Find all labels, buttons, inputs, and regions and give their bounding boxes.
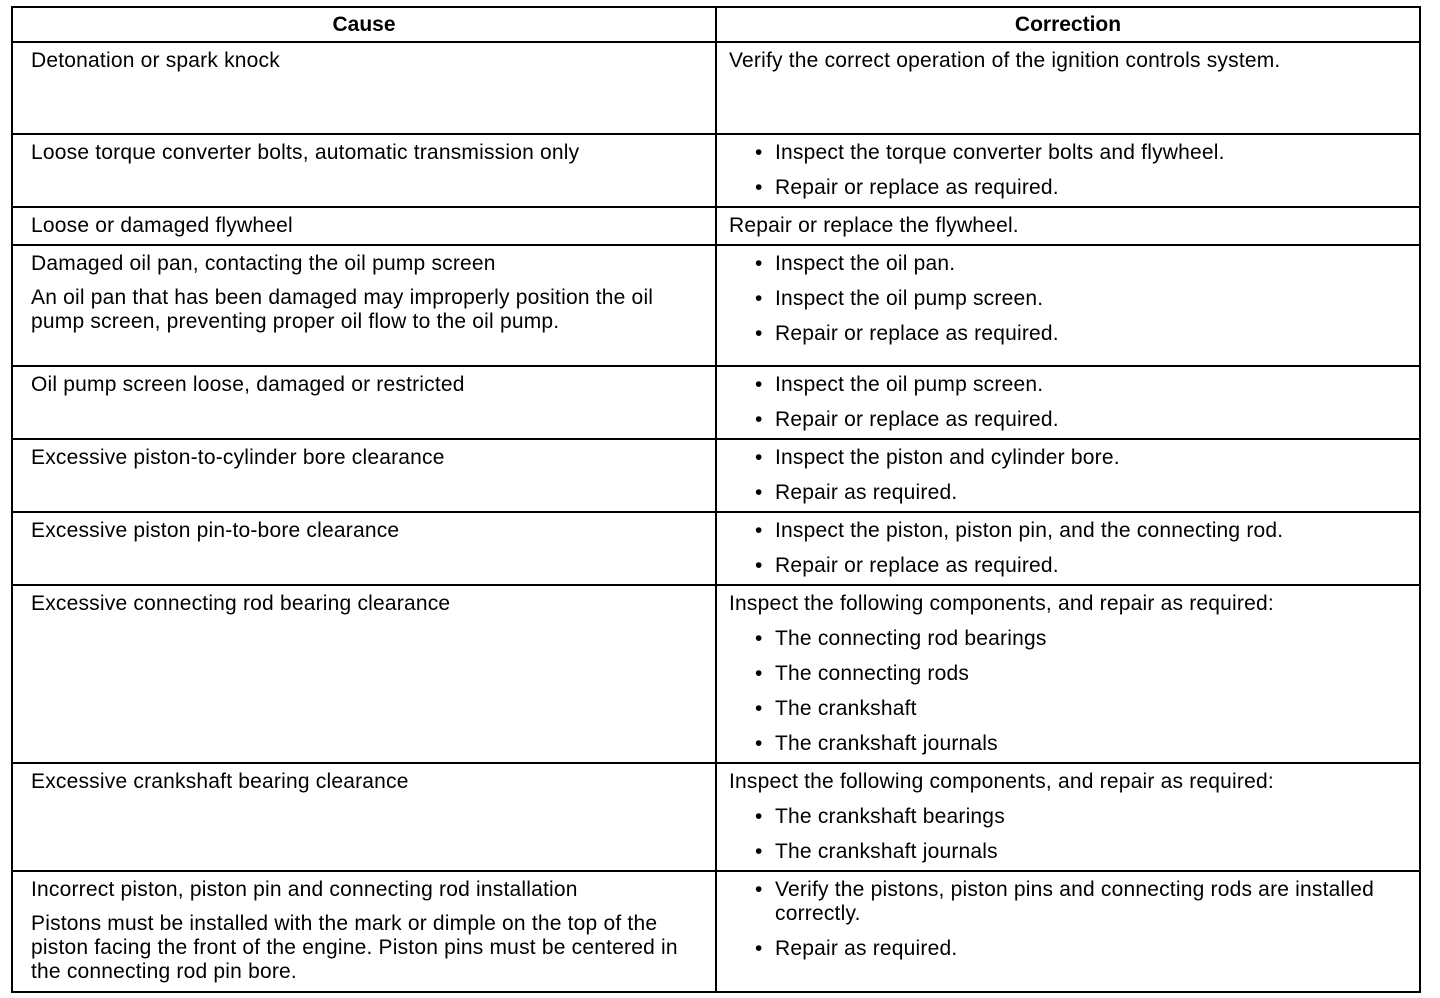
bullet-icon: • xyxy=(755,732,763,755)
correction-bullet-item xyxy=(729,732,1405,756)
correction-bullet-item xyxy=(729,141,1405,165)
table-row xyxy=(12,439,1420,512)
correction-cell xyxy=(716,512,1420,585)
cause-cell xyxy=(12,207,716,245)
bullet-icon: • xyxy=(755,878,763,901)
bullet-icon: • xyxy=(755,141,763,164)
correction-bullet-text: Repair as required. xyxy=(775,481,958,504)
cause-text: Excessive piston-to-cylinder bore clearance xyxy=(31,446,445,469)
correction-cell xyxy=(716,871,1420,992)
correction-bullet-text: The connecting rod bearings xyxy=(775,627,1047,650)
correction-bullet-list xyxy=(729,878,1405,961)
correction-text: Verify the correct operation of the ignition controls system. xyxy=(729,49,1281,72)
table-row xyxy=(12,763,1420,871)
cause-text: Detonation or spark knock xyxy=(31,49,280,72)
cause-text: Oil pump screen loose, damaged or restricted xyxy=(31,373,465,396)
correction-bullet-item xyxy=(729,662,1405,686)
correction-bullet-list xyxy=(729,446,1405,505)
correction-bullet-item xyxy=(729,287,1405,311)
correction-bullet-text: Inspect the oil pump screen. xyxy=(775,373,1044,396)
table-row xyxy=(12,134,1420,207)
correction-bullet-item xyxy=(729,322,1405,346)
cause-cell xyxy=(12,439,716,512)
correction-bullet-text: Repair or replace as required. xyxy=(775,554,1059,577)
cause-text: Excessive crankshaft bearing clearance xyxy=(31,770,409,793)
cause-cell xyxy=(12,512,716,585)
correction-text: Inspect the following components, and repair as required: xyxy=(729,770,1274,793)
cause-text: Excessive piston pin-to-bore clearance xyxy=(31,519,400,542)
correction-text: Repair or replace the flywheel. xyxy=(729,214,1019,237)
correction-text: Inspect the following components, and repair as required: xyxy=(729,592,1274,615)
correction-bullet-text: The crankshaft xyxy=(775,697,917,720)
cause-text: Incorrect piston, piston pin and connecting rod installation xyxy=(31,878,578,901)
table-row xyxy=(12,585,1420,763)
cause-cell xyxy=(12,871,716,992)
correction-bullet-item xyxy=(729,627,1405,651)
correction-cell xyxy=(716,585,1420,763)
cause-note: An oil pan that has been damaged may improperly position the oil pump screen, preventing proper oil flow to the oil pump. xyxy=(31,286,654,333)
correction-bullet-item xyxy=(729,878,1405,926)
correction-bullet-text: Inspect the piston, piston pin, and the connecting rod. xyxy=(775,519,1284,542)
cause-text: Excessive connecting rod bearing clearance xyxy=(31,592,451,615)
table-row xyxy=(12,42,1420,134)
correction-bullet-item xyxy=(729,840,1405,864)
header-row xyxy=(12,7,1420,42)
correction-bullet-text: Inspect the oil pan. xyxy=(775,252,956,275)
bullet-icon: • xyxy=(755,662,763,685)
correction-bullet-text: The crankshaft journals xyxy=(775,732,998,755)
correction-bullet-item xyxy=(729,805,1405,829)
bullet-icon: • xyxy=(755,554,763,577)
correction-bullet-item xyxy=(729,373,1405,397)
table-body xyxy=(12,42,1420,992)
correction-bullet-item xyxy=(729,252,1405,276)
correction-bullet-item xyxy=(729,519,1405,543)
correction-column-header: Correction xyxy=(716,7,1420,42)
correction-bullet-text: Repair or replace as required. xyxy=(775,408,1059,431)
correction-bullet-list xyxy=(729,519,1405,578)
bullet-icon: • xyxy=(755,805,763,828)
bullet-icon: • xyxy=(755,373,763,396)
bullet-icon: • xyxy=(755,627,763,650)
table-row xyxy=(12,207,1420,245)
correction-bullet-text: Inspect the torque converter bolts and flywheel. xyxy=(775,141,1225,164)
correction-bullet-text: The crankshaft journals xyxy=(775,840,998,863)
correction-cell xyxy=(716,366,1420,439)
bullet-icon: • xyxy=(755,937,763,960)
correction-bullet-list xyxy=(729,805,1405,864)
cause-cell xyxy=(12,134,716,207)
cause-text: Damaged oil pan, contacting the oil pump screen xyxy=(31,252,496,275)
correction-bullet-list xyxy=(729,141,1405,200)
cause-note: Pistons must be installed with the mark or dimple on the top of the piston facing the front of the engine. Piston pins must be centered in the connecting rod pin bore. xyxy=(31,912,678,983)
cause-cell xyxy=(12,366,716,439)
correction-bullet-text: Inspect the piston and cylinder bore. xyxy=(775,446,1120,469)
cause-cell xyxy=(12,585,716,763)
table-row xyxy=(12,366,1420,439)
correction-cell xyxy=(716,207,1420,245)
correction-bullet-list xyxy=(729,252,1405,346)
correction-cell xyxy=(716,245,1420,366)
bullet-icon: • xyxy=(755,446,763,469)
correction-cell xyxy=(716,42,1420,134)
cause-text: Loose or damaged flywheel xyxy=(31,214,293,237)
correction-cell xyxy=(716,763,1420,871)
table-row xyxy=(12,245,1420,366)
bullet-icon: • xyxy=(755,252,763,275)
correction-bullet-item xyxy=(729,446,1405,470)
cause-cell xyxy=(12,42,716,134)
correction-bullet-text: Inspect the oil pump screen. xyxy=(775,287,1044,310)
bullet-icon: • xyxy=(755,408,763,431)
correction-bullet-text: Repair as required. xyxy=(775,937,958,960)
correction-bullet-item xyxy=(729,554,1405,578)
correction-bullet-text: Repair or replace as required. xyxy=(775,322,1059,345)
correction-bullet-item xyxy=(729,176,1405,200)
cause-cell xyxy=(12,763,716,871)
table-row xyxy=(12,512,1420,585)
correction-bullet-item xyxy=(729,697,1405,721)
cause-cell xyxy=(12,245,716,366)
bullet-icon: • xyxy=(755,176,763,199)
bullet-icon: • xyxy=(755,287,763,310)
bullet-icon: • xyxy=(755,697,763,720)
bullet-icon: • xyxy=(755,519,763,542)
bullet-icon: • xyxy=(755,840,763,863)
cause-text: Loose torque converter bolts, automatic transmission only xyxy=(31,141,580,164)
correction-bullet-text: The crankshaft bearings xyxy=(775,805,1005,828)
correction-bullet-list xyxy=(729,373,1405,432)
correction-bullet-item xyxy=(729,481,1405,505)
bullet-icon: • xyxy=(755,481,763,504)
table-row xyxy=(12,871,1420,992)
correction-bullet-list xyxy=(729,627,1405,756)
correction-cell xyxy=(716,439,1420,512)
correction-cell xyxy=(716,134,1420,207)
correction-bullet-item xyxy=(729,408,1405,432)
diagnostic-table xyxy=(11,6,1421,993)
bullet-icon: • xyxy=(755,322,763,345)
cause-column-header: Cause xyxy=(12,7,716,42)
correction-bullet-text: Verify the pistons, piston pins and connecting rods are installed correctly. xyxy=(775,878,1375,925)
correction-bullet-text: Repair or replace as required. xyxy=(775,176,1059,199)
correction-bullet-item xyxy=(729,937,1405,961)
correction-bullet-text: The connecting rods xyxy=(775,662,970,685)
